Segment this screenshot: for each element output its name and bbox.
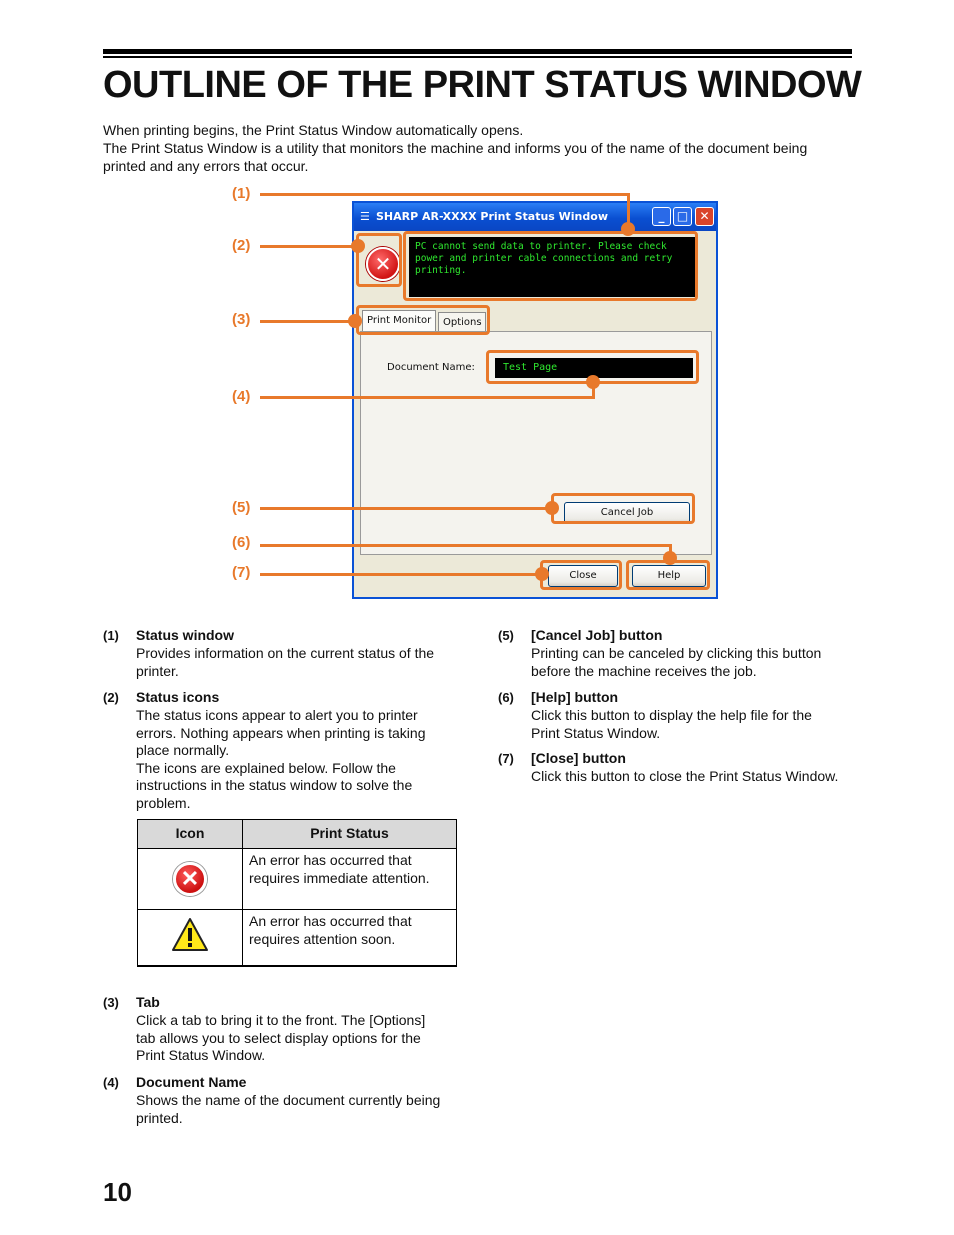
top-rule-thin [103, 56, 852, 58]
table-header-icon: Icon [138, 820, 243, 849]
cancel-job-button[interactable]: Cancel Job [564, 502, 690, 524]
item-text: The icons are explained below. Follow the instructions in the status window to solve the problem. [136, 759, 413, 811]
item-heading: Document Name [136, 1074, 247, 1090]
item-heading: [Cancel Job] button [531, 627, 663, 643]
table-cell-status: An error has occurred that requires attention soon. [243, 910, 457, 966]
item-heading: [Close] button [531, 750, 626, 766]
status-icons-table [137, 819, 457, 967]
item-text: The status icons appear to alert you to printer errors. Nothing appears when printing is taking place normally. [136, 707, 426, 758]
callout-2: (2) [232, 237, 251, 254]
table-cell-icon [138, 910, 243, 966]
item-number: (2) [103, 690, 119, 705]
warning-icon [171, 917, 209, 953]
app-logo-icon: ☰ [360, 210, 370, 223]
intro-line-2: The Print Status Window is a utility that monitors the machine and informs you of the name of the document being printed and any errors that occur. [103, 140, 808, 174]
tab-print-monitor[interactable]: Print Monitor [362, 310, 436, 332]
leader-dot-3 [348, 314, 362, 328]
item-body [531, 645, 846, 680]
leader-line-4 [260, 396, 595, 399]
item-body [531, 768, 856, 786]
highlight-tabs [356, 305, 490, 335]
highlight-close-button [540, 560, 622, 590]
item-heading: Status window [136, 627, 234, 643]
help-button[interactable]: Help [632, 565, 706, 587]
item-text: Click a tab to bring it to the front. The [Options] tab allows you to select display options for the Print Status Window. [136, 1012, 426, 1063]
callout-3: (3) [232, 311, 251, 328]
leader-line-7 [260, 573, 542, 576]
close-window-icon[interactable]: ✕ [695, 207, 714, 226]
item-number: (5) [498, 628, 514, 643]
window-titlebar[interactable] [354, 203, 716, 231]
item-body [136, 1092, 458, 1127]
callout-6: (6) [232, 534, 251, 551]
document-name-field: Test Page [495, 358, 693, 378]
close-button[interactable]: Close [548, 565, 618, 587]
leader-dot-4 [586, 375, 600, 389]
callout-5: (5) [232, 499, 251, 516]
leader-line-5 [260, 507, 553, 510]
table-header-status: Print Status [243, 820, 457, 849]
error-icon: ✕ [173, 862, 207, 896]
intro-text [103, 121, 853, 175]
item-text: Click this button to close the Print Status Window. [531, 768, 839, 784]
table-row [138, 849, 457, 910]
item-number: (4) [103, 1075, 119, 1090]
page-title: OUTLINE OF THE PRINT STATUS WINDOW [103, 64, 862, 106]
tab-options[interactable]: Options [438, 312, 486, 332]
item-heading: [Help] button [531, 689, 619, 705]
status-window: PC cannot send data to printer. Please check power and printer cable connections and retry printing. [409, 237, 697, 297]
minimize-icon[interactable]: _ [652, 207, 671, 226]
maximize-icon[interactable]: □ [673, 207, 692, 226]
item-text: Click this button to display the help file for the Print Status Window. [531, 707, 812, 741]
table-cell-icon [138, 849, 243, 910]
item-heading: Status icons [136, 689, 220, 705]
top-rule [103, 49, 852, 54]
leader-line-6 [260, 544, 672, 547]
item-number: (6) [498, 690, 514, 705]
document-name-label: Document Name: [387, 362, 475, 373]
item-heading: Tab [136, 994, 160, 1010]
item-body [136, 645, 461, 680]
item-body [136, 707, 454, 812]
table-row [138, 910, 457, 966]
item-number: (1) [103, 628, 119, 643]
item-number: (7) [498, 751, 514, 766]
leader-dot-5 [545, 501, 559, 515]
window-title: SHARP AR-XXXX Print Status Window [376, 210, 608, 223]
leader-dot-1 [621, 222, 635, 236]
intro-line-1: When printing begins, the Print Status Window automatically opens. [103, 122, 524, 138]
item-number: (3) [103, 995, 119, 1010]
callout-7: (7) [232, 564, 251, 581]
callout-1: (1) [232, 185, 251, 202]
item-text: Shows the name of the document currently being printed. [136, 1092, 441, 1126]
table-cell-status: An error has occurred that requires immediate attention. [243, 849, 457, 910]
item-body [531, 707, 836, 742]
leader-dot-7 [535, 567, 549, 581]
leader-dot-2 [351, 239, 365, 253]
leader-line-3 [260, 320, 356, 323]
highlight-cancel-button [551, 493, 695, 524]
item-text: Provides information on the current status of the printer. [136, 645, 435, 679]
page-number: 10 [103, 1177, 132, 1207]
item-text: Printing can be canceled by clicking this button before the machine receives the job. [531, 645, 822, 679]
item-body [136, 1012, 448, 1065]
error-status-icon: ✕ [366, 247, 400, 281]
leader-line-1 [260, 193, 629, 196]
leader-line-2 [260, 245, 358, 248]
highlight-status-window [403, 231, 698, 301]
leader-dot-6 [663, 551, 677, 565]
callout-4: (4) [232, 388, 251, 405]
